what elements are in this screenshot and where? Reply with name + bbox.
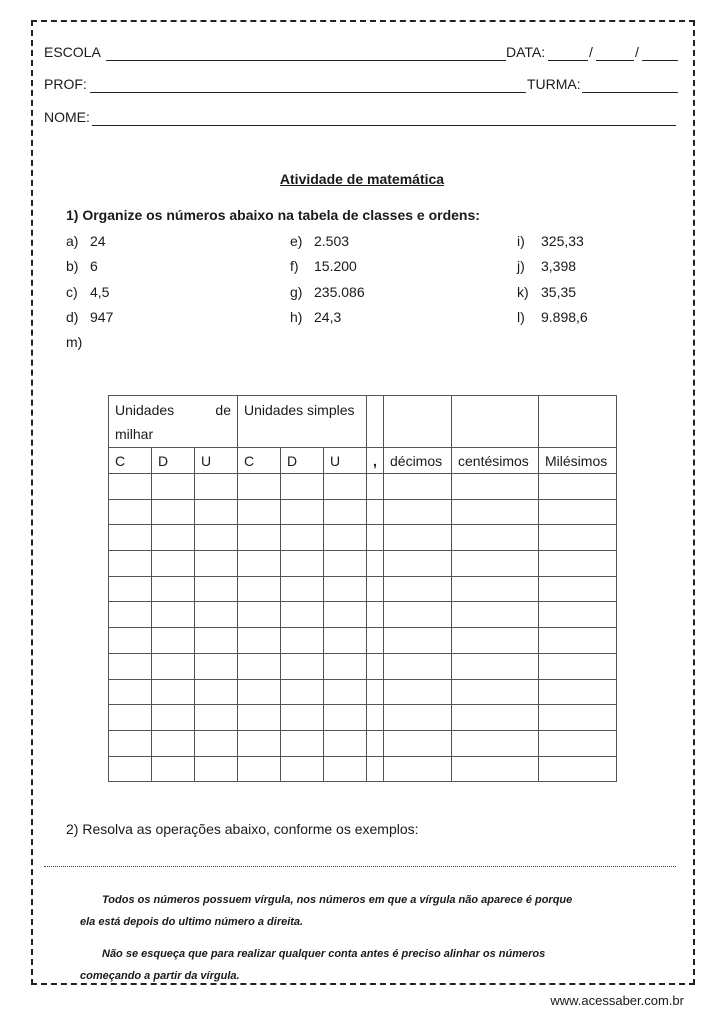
table-cell[interactable] [238, 653, 281, 679]
table-cell[interactable] [384, 576, 452, 602]
thousands-group-header: Unidades de milhar [109, 396, 238, 448]
table-cell[interactable] [281, 525, 324, 551]
table-cell[interactable] [281, 756, 324, 782]
table-cell[interactable] [367, 679, 384, 705]
turma-label: TURMA: [527, 76, 581, 92]
table-cell[interactable] [109, 474, 152, 500]
table-cell[interactable] [109, 525, 152, 551]
column-header: D [152, 448, 195, 474]
footer-website[interactable]: www.acessaber.com.br [550, 993, 684, 1008]
table-cell[interactable] [539, 628, 617, 654]
column-header: décimos [384, 448, 452, 474]
date-separator: / [635, 44, 639, 60]
table-cell[interactable] [324, 705, 367, 731]
simple-units-group-header: Unidades simples [238, 396, 367, 448]
dotted-divider [44, 866, 676, 867]
table-cell[interactable] [324, 474, 367, 500]
table-cell[interactable] [195, 602, 238, 628]
list-item: j) 3,398 [517, 258, 577, 274]
table-row [109, 602, 617, 628]
table-cell[interactable] [281, 602, 324, 628]
table-cell[interactable] [367, 576, 384, 602]
table-cell[interactable] [384, 653, 452, 679]
table-cell[interactable] [152, 628, 195, 654]
table-cell[interactable] [281, 730, 324, 756]
table-cell[interactable] [452, 653, 539, 679]
table-cell[interactable] [152, 756, 195, 782]
table-cell[interactable] [238, 628, 281, 654]
table-cell[interactable] [238, 525, 281, 551]
list-item: i) 325,33 [517, 233, 584, 249]
table-cell[interactable] [452, 730, 539, 756]
table-cell[interactable] [152, 602, 195, 628]
table-row [109, 499, 617, 525]
table-cell[interactable] [367, 653, 384, 679]
table-cell[interactable] [195, 525, 238, 551]
table-cell[interactable] [384, 525, 452, 551]
table-cell[interactable] [238, 756, 281, 782]
table-cell[interactable] [109, 628, 152, 654]
table-cell[interactable] [238, 602, 281, 628]
table-cell[interactable] [238, 576, 281, 602]
table-cell[interactable] [152, 499, 195, 525]
table-cell[interactable] [452, 525, 539, 551]
column-header: Milésimos [539, 448, 617, 474]
table-cell[interactable] [109, 679, 152, 705]
column-header: C [238, 448, 281, 474]
table-cell[interactable] [195, 499, 238, 525]
table-cell[interactable] [324, 551, 367, 577]
question-2: 2) Resolva as operações abaixo, conforme os exemplos: [66, 821, 419, 837]
table-cell[interactable] [238, 679, 281, 705]
table-cell[interactable] [384, 730, 452, 756]
table-cell[interactable] [281, 653, 324, 679]
nome-label: NOME: [44, 109, 90, 125]
table-cell[interactable] [195, 551, 238, 577]
table-cell[interactable] [367, 499, 384, 525]
table-cell[interactable] [152, 474, 195, 500]
list-item: d) 947 [66, 309, 114, 325]
table-row [109, 551, 617, 577]
table-cell[interactable] [384, 628, 452, 654]
table-cell[interactable] [152, 679, 195, 705]
table-cell[interactable] [539, 525, 617, 551]
list-item: b) 6 [66, 258, 98, 274]
list-item: c) 4,5 [66, 284, 110, 300]
question-1: 1) Organize os números abaixo na tabela de classes e ordens: [66, 207, 480, 223]
list-item: f) 15.200 [290, 258, 357, 274]
table-cell[interactable] [281, 499, 324, 525]
table-cell[interactable] [384, 551, 452, 577]
table-body [109, 474, 617, 782]
list-item: a) 24 [66, 233, 106, 249]
table-row [109, 474, 617, 500]
table-group-header-row [109, 396, 617, 448]
table-row [109, 653, 617, 679]
column-header: centésimos [452, 448, 539, 474]
prof-label: PROF: [44, 76, 87, 92]
table-cell[interactable] [539, 653, 617, 679]
list-item: h) 24,3 [290, 309, 342, 325]
table-cell[interactable] [195, 576, 238, 602]
table-cell[interactable] [539, 730, 617, 756]
table-cell[interactable] [324, 525, 367, 551]
table-cell[interactable] [367, 551, 384, 577]
table-cell[interactable] [195, 705, 238, 731]
table-cell[interactable] [367, 602, 384, 628]
table-cell[interactable] [238, 499, 281, 525]
column-header: U [195, 448, 238, 474]
header-cell [452, 396, 539, 448]
table-cell[interactable] [152, 525, 195, 551]
table-row [109, 628, 617, 654]
table-cell[interactable] [539, 499, 617, 525]
table-cell[interactable] [281, 679, 324, 705]
date-separator: / [589, 44, 593, 60]
table-cell[interactable] [109, 756, 152, 782]
list-item: g) 235.086 [290, 284, 365, 300]
data-label: DATA: [506, 44, 546, 60]
table-cell[interactable] [238, 730, 281, 756]
escola-line [44, 44, 680, 64]
table-cell[interactable] [452, 499, 539, 525]
table-cell[interactable] [324, 499, 367, 525]
table-cell[interactable] [367, 730, 384, 756]
table-cell[interactable] [539, 705, 617, 731]
table-cell[interactable] [324, 602, 367, 628]
header-cell [539, 396, 617, 448]
table-cell[interactable] [281, 474, 324, 500]
nome-field[interactable] [92, 125, 676, 126]
table-cell[interactable] [152, 653, 195, 679]
table-cell[interactable] [384, 705, 452, 731]
table-cell[interactable] [367, 705, 384, 731]
table-cell[interactable] [281, 628, 324, 654]
header-cell [367, 396, 384, 448]
table-cell[interactable] [324, 653, 367, 679]
table-cell[interactable] [238, 705, 281, 731]
table-cell[interactable] [109, 705, 152, 731]
comma-header: , [367, 448, 384, 474]
table-cell[interactable] [539, 756, 617, 782]
prof-field[interactable] [90, 92, 526, 93]
table-cell[interactable] [152, 576, 195, 602]
table-row [109, 679, 617, 705]
column-header: U [324, 448, 367, 474]
table-cell[interactable] [238, 551, 281, 577]
prof-line [44, 76, 680, 96]
header-cell [384, 396, 452, 448]
nome-line [44, 109, 680, 129]
table-column-header-row [109, 448, 617, 474]
table-cell[interactable] [281, 705, 324, 731]
column-header: D [281, 448, 324, 474]
table-cell[interactable] [539, 602, 617, 628]
table-cell[interactable] [324, 679, 367, 705]
table-cell[interactable] [109, 551, 152, 577]
table-cell[interactable] [452, 602, 539, 628]
table-cell[interactable] [238, 474, 281, 500]
table-cell[interactable] [367, 525, 384, 551]
table-cell[interactable] [452, 474, 539, 500]
date-month-field[interactable] [596, 60, 634, 61]
table-cell[interactable] [452, 628, 539, 654]
table-cell[interactable] [539, 679, 617, 705]
date-day-field[interactable] [548, 60, 588, 61]
table-cell[interactable] [324, 730, 367, 756]
table-cell[interactable] [384, 602, 452, 628]
table-cell[interactable] [152, 551, 195, 577]
column-header: C [109, 448, 152, 474]
table-cell[interactable] [452, 705, 539, 731]
table-cell[interactable] [367, 474, 384, 500]
table-cell[interactable] [452, 551, 539, 577]
table-cell[interactable] [195, 653, 238, 679]
table-cell[interactable] [539, 474, 617, 500]
list-item: k) 35,35 [517, 284, 577, 300]
table-cell[interactable] [452, 679, 539, 705]
activity-title: Atividade de matemática [279, 171, 445, 187]
turma-field[interactable] [582, 92, 678, 93]
table-cell[interactable] [452, 756, 539, 782]
table-cell[interactable] [384, 679, 452, 705]
table-cell[interactable] [281, 551, 324, 577]
table-cell[interactable] [109, 653, 152, 679]
table-row [109, 525, 617, 551]
table-row [109, 730, 617, 756]
escola-field[interactable] [106, 60, 506, 61]
table-cell[interactable] [152, 730, 195, 756]
table-cell[interactable] [324, 756, 367, 782]
table-cell[interactable] [281, 576, 324, 602]
table-row [109, 705, 617, 731]
table-cell[interactable] [367, 628, 384, 654]
note-2: Não se esqueça que para realizar qualquer conta antes é preciso alinhar os números começando a partir da vírgula. [80, 948, 546, 982]
table-cell[interactable] [152, 705, 195, 731]
table-cell[interactable] [452, 576, 539, 602]
table-cell[interactable] [195, 474, 238, 500]
table-cell[interactable] [367, 756, 384, 782]
classes-orders-table [108, 395, 617, 782]
table-row [109, 756, 617, 782]
table-cell[interactable] [195, 730, 238, 756]
table-cell[interactable] [384, 499, 452, 525]
note-1: Todos os números possuem vírgula, nos números em que a vírgula não aparece é porque ela está depois do ultimo número a direita. [80, 894, 573, 928]
list-item: m) [66, 334, 83, 350]
table-cell[interactable] [539, 551, 617, 577]
table-cell[interactable] [195, 628, 238, 654]
list-item: l) 9.898,6 [517, 309, 588, 325]
date-year-field[interactable] [642, 60, 678, 61]
list-item: e) 2.503 [290, 233, 350, 249]
escola-label: ESCOLA [44, 44, 101, 60]
table-cell[interactable] [195, 679, 238, 705]
table-row [109, 576, 617, 602]
table-cell[interactable] [109, 576, 152, 602]
table-cell[interactable] [384, 474, 452, 500]
table-cell[interactable] [539, 576, 617, 602]
table-cell[interactable] [109, 499, 152, 525]
table-cell[interactable] [109, 730, 152, 756]
table-cell[interactable] [109, 602, 152, 628]
table-cell[interactable] [324, 576, 367, 602]
table-cell[interactable] [384, 756, 452, 782]
table-cell[interactable] [195, 756, 238, 782]
table-cell[interactable] [324, 628, 367, 654]
